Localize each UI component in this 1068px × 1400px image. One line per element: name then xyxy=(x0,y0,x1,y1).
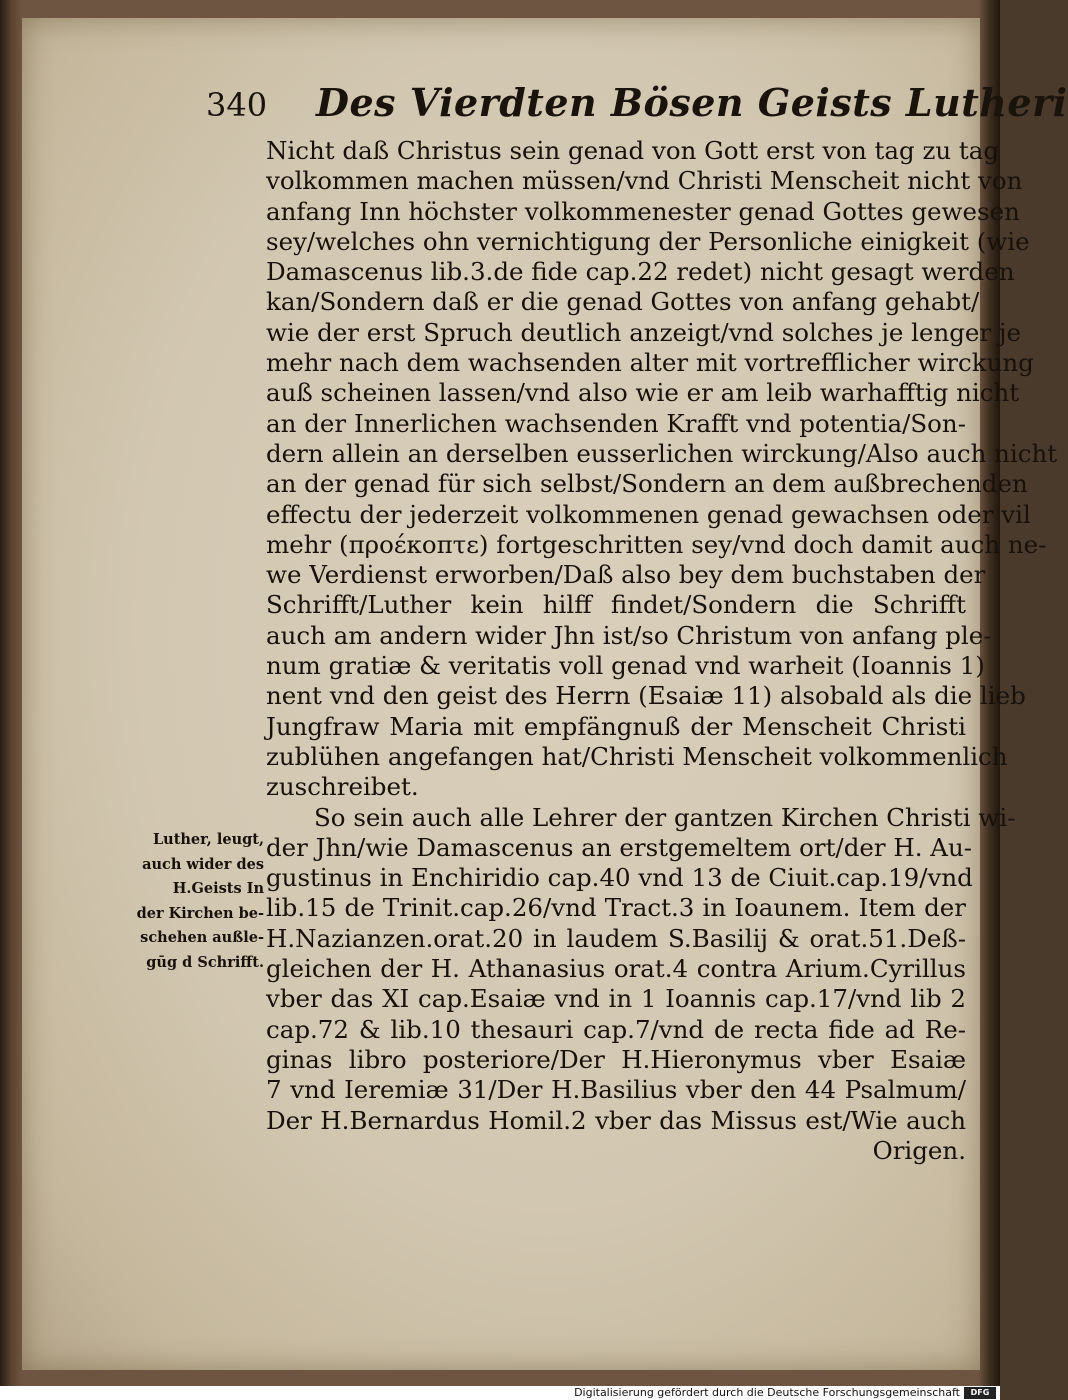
text-line: dern allein an derselben eusserlichen wirckung/Also auch nicht xyxy=(266,438,1058,468)
text-line: lib.15 de Trinit.cap.26/vnd Tract.3 in Ioaunem. Item der xyxy=(266,893,966,923)
text-line: auch am andern wider Jhn ist/so Christum von anfang ple- xyxy=(266,620,992,650)
text-line: anfang Inn höchster volkommenester genad Gottes gewesen xyxy=(266,196,1020,226)
page-number: 340 xyxy=(206,86,268,124)
text-line: wie der erst Spruch deutlich anzeigt/vnd solches je lenger je xyxy=(266,317,1022,347)
text-line: mehr (προέκοπτε) fortgeschritten sey/vnd doch damit auch ne- xyxy=(266,529,1047,559)
margin-note-line: auch wider des xyxy=(142,855,264,873)
text-line: So sein auch alle Lehrer der gantzen Kirchen Christi wi- xyxy=(314,802,1016,832)
text-line: gustinus in Enchiridio cap.40 vnd 13 de Ciuit.cap.19/vnd xyxy=(266,863,973,893)
text-line: we Verdienst erworben/Daß also bey dem buchstaben der xyxy=(266,560,986,590)
body-text xyxy=(266,136,1058,1166)
text-line: der Jhn/wie Damascenus an erstgemeltem ort/der H. Au- xyxy=(266,832,973,862)
text-line: Origen. xyxy=(872,1135,966,1165)
margin-note-line: der Kirchen be- xyxy=(136,904,264,922)
text-line: H.Nazianzen.orat.20 in laudem S.Basilij & orat.51.Deß- xyxy=(266,923,966,953)
text-line: effectu der jederzeit volkommenen genad gewachsen oder vil xyxy=(266,499,1031,529)
funding-credit: Digitalisierung gefördert durch die Deutsche Forschungsgemeinschaft xyxy=(574,1386,960,1399)
text-line: cap.72 & lib.10 thesauri cap.7/vnd de recta fide ad Re- xyxy=(266,1014,966,1044)
text-line: auß scheinen lassen/vnd also wie er am leib warhafftig nicht xyxy=(266,378,1020,408)
margin-note-line: Luther, leugt, xyxy=(152,831,264,848)
text-line: Damascenus lib.3.de fide cap.22 redet) nicht gesagt werden xyxy=(266,257,1015,287)
text-line: zublühen angefangen hat/Christi Menscheit volkommenlich xyxy=(266,741,1008,771)
margin-note-line: schehen außle- xyxy=(140,929,264,946)
text-line: num gratiæ & veritatis voll genad vnd warheit (Ioannis 1) xyxy=(266,651,985,681)
running-head: Des Vierdten Bösen Geists Lutheri xyxy=(316,80,1068,125)
text-line: volkommen machen müssen/vnd Christi Menscheit nicht von xyxy=(266,166,1023,196)
text-line: Schrifft/Luther kein hilff findet/Sondern die Schrifft xyxy=(266,590,966,620)
text-line: kan/Sondern daß er die genad Gottes von anfang gehabt/ xyxy=(266,287,980,317)
text-line: zuschreibet. xyxy=(266,772,419,802)
footer-bar xyxy=(0,1386,1000,1400)
margin-note-line: H.Geists In xyxy=(172,880,264,897)
text-line: mehr nach dem wachsenden alter mit vortrefflicher wirckung xyxy=(266,348,1034,378)
text-line: an der Innerlichen wachsenden Krafft vnd potentia/Son- xyxy=(266,408,966,438)
text-line: Jungfraw Maria mit empfängnuß der Menscheit Christi xyxy=(266,711,966,741)
dfg-logo: DFG xyxy=(964,1387,996,1399)
text-line: vber das XI cap.Esaiæ vnd in 1 Ioannis cap.17/vnd lib 2 xyxy=(266,984,966,1014)
text-line: an der genad für sich selbst/Sondern an dem außbrechenden xyxy=(266,469,1028,499)
margin-note xyxy=(110,828,264,975)
text-line: gleichen der H. Athanasius orat.4 contra Arium.Cyrillus xyxy=(266,954,966,984)
text-line: Nicht daß Christus sein genad von Gott erst von tag zu tag xyxy=(266,136,1000,165)
text-line: ginas libro posteriore/Der H.Hieronymus vber Esaiæ xyxy=(266,1044,966,1074)
text-line: sey/welches ohn vernichtigung der Personliche einigkeit (wie xyxy=(266,226,1030,256)
text-line: nent vnd den geist des Herrn (Esaiæ 11) alsobald als die lieb xyxy=(266,681,1026,711)
page-header xyxy=(206,80,1068,130)
margin-note-line: gūg d Schrifft. xyxy=(146,953,264,971)
text-line: 7 vnd Ieremiæ 31/Der H.Basilius vber den 44 Psalmum/ xyxy=(266,1075,966,1105)
text-line: Der H.Bernardus Homil.2 vber das Missus est/Wie auch xyxy=(266,1105,966,1135)
